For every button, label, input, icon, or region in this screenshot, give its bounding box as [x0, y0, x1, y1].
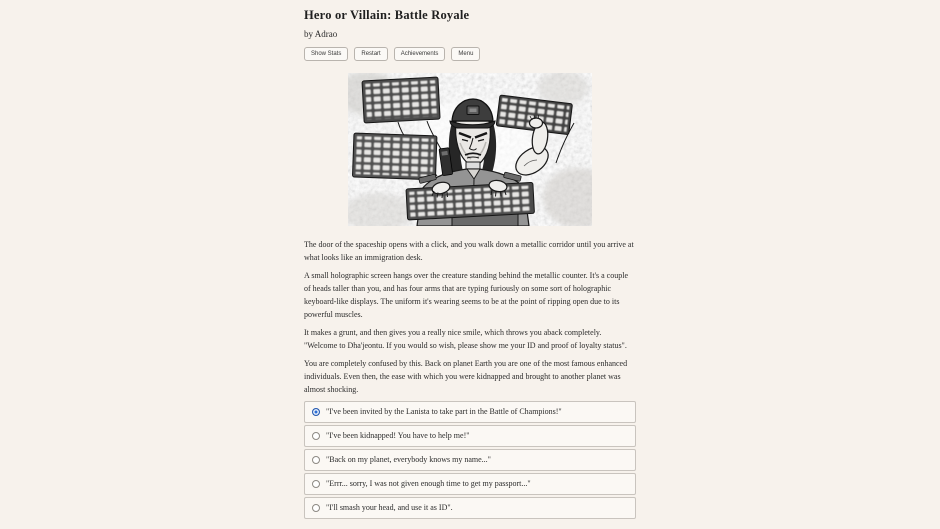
choice-label-1[interactable]: "I've been invited by the Lanista to take part in the Battle of Champions!" — [326, 407, 562, 416]
story-text — [304, 238, 636, 396]
choice-row-1[interactable] — [304, 401, 636, 423]
page-title: Hero or Villain: Battle Royale — [304, 8, 470, 22]
choice-radio-3[interactable] — [312, 456, 320, 464]
show-stats-button[interactable]: Show Stats — [304, 47, 348, 61]
choice-label-5[interactable]: "I'll smash your head, and use it as ID". — [326, 503, 453, 512]
story-paragraph: A small holographic screen hangs over the creature standing behind the metallic counter. It's a couple of heads taller than you, and has four arms that are typing furiously on some sort of holographic keyboard-like displays. The uniform it's wearing seems to be at the point of ripping open due to its powerful muscles. — [304, 271, 628, 319]
choice-row-4[interactable] — [304, 473, 636, 495]
choice-list — [304, 401, 636, 519]
story-paragraph: You are completely confused by this. Back on planet Earth you are one of the most famous enhanced individuals. Even then, the ease with which you were kidnapped and brought to another planet was almost shocking. — [304, 359, 628, 394]
choice-radio-5[interactable] — [312, 504, 320, 512]
choice-radio-1[interactable] — [312, 408, 320, 416]
choice-label-4[interactable]: "Errr... sorry, I was not given enough time to get my passport..." — [326, 479, 531, 488]
toolbar — [304, 47, 636, 61]
author-byline: by Adrao — [304, 29, 338, 39]
choice-radio-2[interactable] — [312, 432, 320, 440]
choice-label-2[interactable]: "I've been kidnapped! You have to help me!" — [326, 431, 470, 440]
choice-row-5[interactable] — [304, 497, 636, 519]
restart-button[interactable]: Restart — [354, 47, 387, 61]
story-paragraph: The door of the spaceship opens with a click, and you walk down a metallic corridor until you arrive at what looks like an immigration desk. — [304, 240, 634, 262]
menu-button[interactable]: Menu — [451, 47, 480, 61]
choice-label-3[interactable]: "Back on my planet, everybody knows my name..." — [326, 455, 491, 464]
choice-row-3[interactable] — [304, 449, 636, 471]
choice-radio-4[interactable] — [312, 480, 320, 488]
story-paragraph: It makes a grunt, and then gives you a really nice smile, which throws you aback completely. "Welcome to Dha'jeontu. If you would so wish, please show me your ID and proof of loyalty status". — [304, 328, 627, 350]
choice-row-2[interactable] — [304, 425, 636, 447]
achievements-button[interactable]: Achievements — [394, 47, 446, 61]
scene-illustration — [348, 73, 592, 226]
game-page — [304, 0, 636, 519]
